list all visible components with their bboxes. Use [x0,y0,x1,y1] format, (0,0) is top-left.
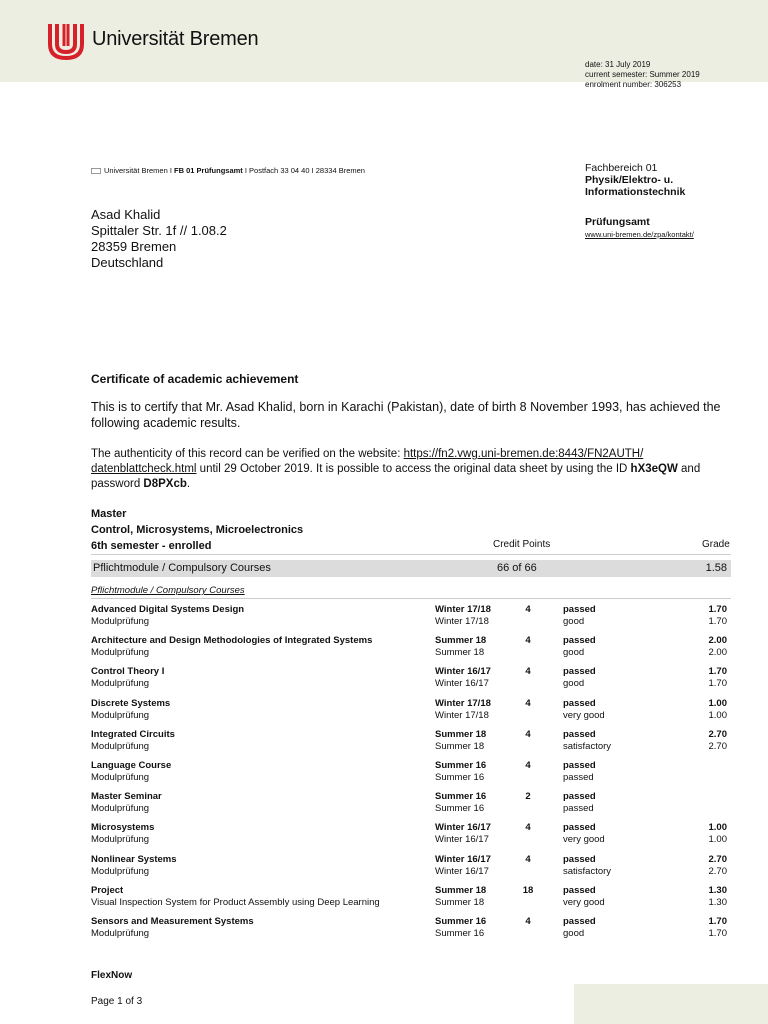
course-semester: Winter 16/17 [435,666,491,678]
verification-id: hX3eQW [630,463,678,475]
exam-rating: very good [563,896,605,908]
authenticity-note: The authenticity of this record can be verified on the website: https://fn2.vwg.uni-bremen.de:8443/FN2AUTH/ datenblattcheck.html until 29 October 2019. It is possible to access the original data sheet by using the ID hX3eQW and password D8PXcb. [91,448,701,490]
course-row [91,854,731,885]
course-credits: 4 [525,728,531,740]
course-row [91,698,731,729]
course-semester: Winter 16/17 [435,853,491,865]
summary-row [91,560,731,577]
course-semester: Summer 18 [435,635,487,647]
course-grade: 2.70 [708,853,727,865]
exam-grade: 2.00 [708,647,727,659]
verification-password: D8PXcb [143,478,187,490]
course-exam-type: Modulprüfung [91,927,150,939]
exam-rating: very good [563,709,605,721]
exam-rating: satisfactory [563,865,612,877]
course-name: Microsystems [91,822,155,834]
exam-semester: Winter 16/17 [435,678,489,690]
section-label: Pflichtmodule / Compulsory Courses [91,585,245,596]
exam-semester: Winter 16/17 [435,865,489,877]
course-row [91,604,731,635]
verification-link[interactable]: https://fn2.vwg.uni-bremen.de:8443/FN2AUTH/ datenblattcheck.html [91,448,644,475]
divider [91,554,731,555]
course-grade: 1.00 [708,697,727,709]
course-row [91,666,731,697]
course-grade: 1.70 [708,915,727,927]
page-number: Page 1 of 3 [91,996,143,1007]
course-exam-type: Modulprüfung [91,616,150,627]
course-name: Advanced Digital Systems Design [91,604,245,615]
course-credits: 4 [525,915,531,927]
exam-rating: good [563,616,585,627]
course-exam-type: Modulprüfung [91,678,150,690]
course-row [91,760,731,791]
course-status: passed [563,915,596,927]
envelope-icon [91,168,101,174]
course-exam-type: Modulprüfung [91,834,150,846]
system-name: FlexNow [91,970,133,981]
course-exam-type: Modulprüfung [91,709,150,721]
course-status: passed [563,666,596,678]
course-name: Architecture and Design Methodologies of Integrated Systems [91,635,373,647]
course-semester: Summer 16 [435,915,487,927]
exam-rating: good [563,678,585,690]
course-status: passed [563,853,596,865]
course-row [91,822,731,853]
course-name: Language Course [91,759,172,771]
course-semester: Summer 16 [435,791,487,803]
recipient-country: Deutschland [91,255,164,270]
course-exam-type: Modulprüfung [91,865,150,877]
exam-rating: passed [563,803,594,815]
course-credits: 2 [525,791,531,803]
exam-grade: 2.70 [708,865,727,877]
course-exam-type: Modulprüfung [91,771,150,783]
course-credits: 4 [525,822,531,834]
university-name: Universität Bremen [92,28,259,50]
course-name: Discrete Systems [91,697,171,709]
course-status: passed [563,604,596,615]
course-grade: 1.70 [708,604,727,615]
grade-header: Grade [702,539,730,550]
course-grade: 1.00 [708,822,727,834]
recipient-name: Asad Khalid [91,207,161,222]
program-level: Master [91,508,127,520]
course-credits: 4 [525,635,531,647]
course-status: passed [563,884,596,896]
enrolment-number: enrolment number: 306253 [585,80,682,89]
course-credits: 4 [525,697,531,709]
exam-semester: Summer 18 [435,740,485,752]
exam-semester: Winter 17/18 [435,709,489,721]
program-info [91,506,303,554]
sender-office: FB 01 Prüfungsamt [174,166,243,175]
course-status: passed [563,635,596,647]
course-grade: 1.30 [708,884,727,896]
course-grade: 2.70 [708,728,727,740]
course-credits: 18 [522,884,534,896]
course-status: passed [563,822,596,834]
exam-rating: good [563,647,585,659]
exam-grade: 1.00 [708,709,727,721]
exam-grade: 1.70 [708,678,727,690]
exam-semester: Summer 18 [435,896,485,908]
course-name: Nonlinear Systems [91,853,177,865]
sender-line: Universität Bremen I FB 01 Prüfungsamt I Postfach 33 04 40 I 28334 Bremen [91,166,365,175]
course-semester: Winter 17/18 [435,697,491,709]
summary-credits: 66 of 66 [497,562,537,574]
course-credits: 4 [525,853,531,865]
document-date: date: 31 July 2019 [585,60,651,69]
course-exam-type: Modulprüfung [91,803,150,815]
exam-semester: Winter 17/18 [435,616,489,627]
exam-office-title: Prüfungsamt [585,216,650,228]
course-credits: 4 [525,666,531,678]
course-credits: 4 [525,604,531,615]
document-meta [585,60,700,90]
course-semester: Winter 16/17 [435,822,491,834]
course-semester: Summer 16 [435,759,487,771]
recipient-address [91,207,227,271]
course-exam-type: Visual Inspection System for Product Assembly using Deep Learning [91,896,380,908]
course-exam-type: Modulprüfung [91,740,150,752]
course-name: Integrated Circuits [91,728,175,740]
exam-grade: 1.00 [708,834,727,846]
certificate-statement: This is to certify that Mr. Asad Khalid, born in Karachi (Pakistan), date of birth 8 November 1993, has achieved the following academic results. [91,400,721,430]
exam-grade: 1.30 [708,896,727,908]
course-name: Sensors and Measurement Systems [91,915,254,927]
course-semester: Summer 18 [435,884,487,896]
recipient-street: Spittaler Str. 1f // 1.08.2 [91,223,227,238]
course-semester: Summer 18 [435,728,487,740]
course-grade: 1.70 [708,666,727,678]
program-name: Control, Microsystems, Microelectronics [91,524,304,536]
summary-grade: 1.58 [705,562,727,574]
summary-label: Pflichtmodule / Compulsory Courses [93,562,271,574]
department-number: Fachbereich 01 [585,162,658,174]
exam-semester: Summer 16 [435,771,485,783]
department-name-2: Informationstechnik [585,186,686,198]
course-row [91,635,731,666]
footer-band [574,984,768,1024]
course-status: passed [563,759,596,771]
exam-grade: 1.70 [708,616,727,627]
recipient-city: 28359 Bremen [91,239,177,254]
exam-rating: very good [563,834,605,846]
university-logo-icon [46,22,86,60]
department-name-1: Physik/Elektro- u. [585,174,674,186]
current-semester: current semester: Summer 2019 [585,70,700,79]
exam-rating: satisfactory [563,740,612,752]
credit-points-header: Credit Points [493,539,551,550]
course-exam-type: Modulprüfung [91,647,150,659]
course-credits: 4 [525,759,531,771]
exam-semester: Winter 16/17 [435,834,489,846]
course-row [91,729,731,760]
course-name: Master Seminar [91,791,162,803]
certificate-title: Certificate of academic achievement [91,372,299,386]
course-name: Project [91,884,124,896]
course-list [91,604,731,947]
program-semester: 6th semester - enrolled [91,540,212,552]
divider [91,598,731,599]
course-row [91,885,731,916]
exam-rating: good [563,927,585,939]
course-status: passed [563,791,596,803]
exam-rating: passed [563,771,594,783]
course-status: passed [563,728,596,740]
exam-semester: Summer 16 [435,927,485,939]
exam-grade: 1.70 [708,927,727,939]
exam-grade: 2.70 [708,740,727,752]
exam-semester: Summer 18 [435,647,485,659]
course-semester: Winter 17/18 [435,604,491,615]
exam-office-link[interactable]: www.uni-bremen.de/zpa/kontakt/ [585,230,694,239]
course-grade: 2.00 [708,635,727,647]
course-row [91,791,731,822]
department-block [585,162,685,198]
course-status: passed [563,697,596,709]
exam-semester: Summer 16 [435,803,485,815]
course-row [91,916,731,947]
course-name: Control Theory I [91,666,165,678]
